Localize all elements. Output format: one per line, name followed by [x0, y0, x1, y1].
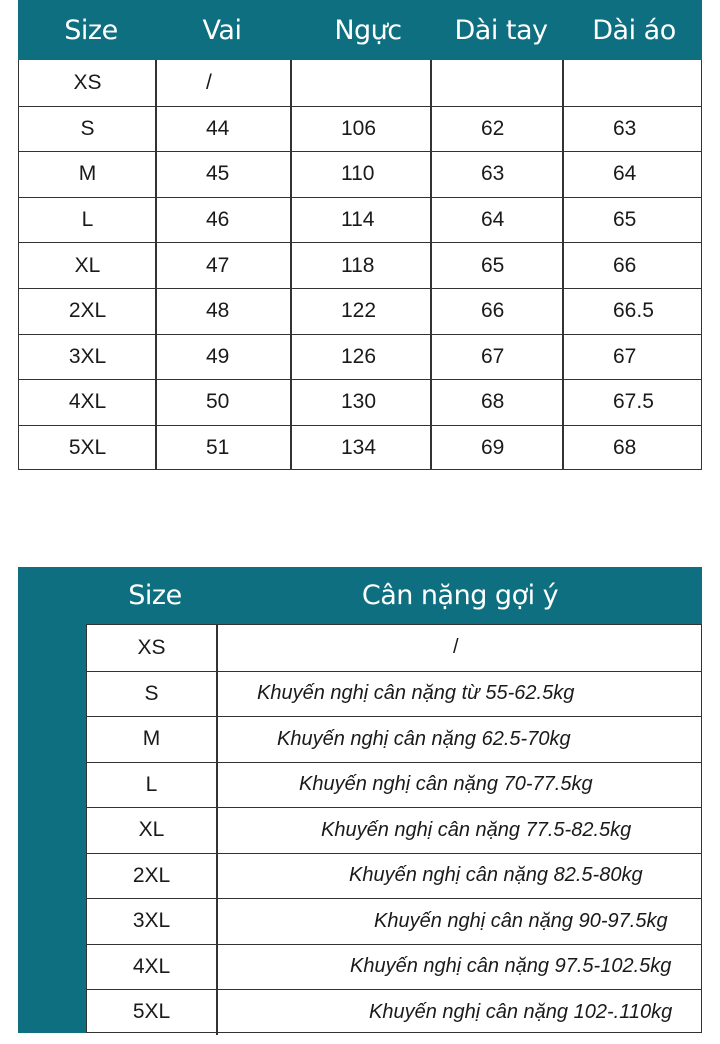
table-row: [19, 60, 701, 106]
cell-size: XL: [74, 253, 101, 277]
cell-size: 3XL: [68, 344, 107, 368]
column-divider: [216, 717, 218, 762]
table-row: [87, 944, 701, 990]
cell-vai: 49: [206, 344, 230, 368]
table-row: [87, 807, 701, 853]
table-row: [87, 716, 701, 762]
table-row: [19, 106, 701, 152]
column-divider: [216, 945, 218, 990]
column-divider: [562, 60, 564, 470]
cell-nguc: 126: [341, 344, 377, 368]
cell-dai-tay: 69: [481, 436, 505, 460]
cell-dai-ao: 67.5: [613, 390, 654, 414]
cell-size: XS: [73, 70, 102, 94]
table-row: [19, 197, 701, 243]
table-row: [19, 242, 701, 288]
cell-size: M: [78, 162, 97, 186]
table-row: [87, 671, 701, 717]
column-divider: [216, 899, 218, 944]
table-row: [87, 989, 701, 1035]
cell-size: S: [144, 681, 159, 705]
cell-size: S: [80, 116, 95, 140]
cell-dai-ao: 64: [613, 162, 637, 186]
cell-weight-suggestion: /: [453, 636, 459, 659]
cell-nguc: 114: [341, 208, 375, 232]
header-dai-tay: Dài tay: [454, 15, 548, 46]
cell-vai: /: [206, 70, 212, 94]
table-row: [19, 288, 701, 334]
cell-size: L: [81, 208, 94, 232]
cell-dai-tay: 62: [481, 116, 505, 140]
cell-size: XL: [138, 818, 165, 842]
table-row: [19, 151, 701, 197]
cell-size: 4XL: [132, 954, 171, 978]
header-vai: Vai: [202, 15, 242, 46]
weight-header-suggestion: Cân nặng gợi ý: [361, 580, 559, 611]
column-divider: [216, 672, 218, 717]
cell-dai-ao: 68: [613, 436, 637, 460]
cell-size: XS: [137, 635, 166, 659]
cell-nguc: 134: [341, 436, 377, 460]
cell-dai-tay: 66: [481, 299, 505, 323]
column-divider: [290, 60, 292, 470]
cell-dai-tay: 64: [481, 208, 505, 232]
cell-dai-ao: 66: [613, 253, 637, 277]
size-table-header: [18, 0, 702, 60]
cell-vai: 51: [206, 436, 230, 460]
weight-table-body: [86, 624, 702, 1033]
cell-vai: 46: [206, 208, 230, 232]
cell-dai-ao: 65: [613, 208, 637, 232]
table-row: [87, 898, 701, 944]
cell-weight-suggestion: Khuyến nghị cân nặng từ 55-62.5kg: [257, 682, 575, 705]
cell-dai-ao: 67: [613, 344, 637, 368]
cell-size: 4XL: [68, 390, 107, 414]
cell-dai-ao: 66.5: [613, 299, 654, 323]
cell-weight-suggestion: Khuyến nghị cân nặng 82.5-80kg: [349, 864, 643, 887]
column-divider: [216, 763, 218, 808]
column-divider: [216, 990, 218, 1035]
table-row: [87, 625, 701, 671]
cell-size: L: [145, 772, 158, 796]
cell-size: M: [142, 727, 161, 751]
cell-size: 3XL: [132, 909, 171, 933]
cell-size: 5XL: [68, 436, 107, 460]
weight-header-size: Size: [128, 580, 182, 611]
table-row: [19, 425, 701, 471]
cell-nguc: 122: [341, 299, 377, 323]
table-row: [19, 379, 701, 425]
cell-size: 2XL: [132, 863, 171, 887]
header-dai-ao: Dài áo: [592, 15, 676, 46]
cell-dai-tay: 68: [481, 390, 505, 414]
cell-size: 5XL: [132, 1000, 171, 1024]
cell-vai: 47: [206, 253, 230, 277]
table-row: [19, 334, 701, 380]
column-divider: [216, 625, 218, 671]
cell-dai-tay: 63: [481, 162, 505, 186]
cell-nguc: 110: [341, 162, 375, 186]
cell-weight-suggestion: Khuyến nghị cân nặng 102-.110kg: [369, 1000, 673, 1023]
cell-weight-suggestion: Khuyến nghị cân nặng 62.5-70kg: [277, 727, 571, 750]
cell-dai-ao: 63: [613, 116, 637, 140]
cell-weight-suggestion: Khuyến nghị cân nặng 77.5-82.5kg: [321, 818, 632, 841]
cell-weight-suggestion: Khuyến nghị cân nặng 70-77.5kg: [299, 773, 593, 796]
header-size: Size: [64, 15, 118, 46]
cell-dai-tay: 65: [481, 253, 505, 277]
column-divider: [430, 60, 432, 470]
size-table-body: [18, 60, 702, 470]
cell-vai: 50: [206, 390, 230, 414]
cell-nguc: 118: [341, 253, 375, 277]
cell-vai: 45: [206, 162, 230, 186]
cell-dai-tay: 67: [481, 344, 505, 368]
cell-vai: 44: [206, 116, 230, 140]
table-row: [87, 853, 701, 899]
column-divider: [216, 808, 218, 853]
cell-nguc: 106: [341, 116, 377, 140]
cell-weight-suggestion: Khuyến nghị cân nặng 90-97.5kg: [374, 909, 668, 932]
column-divider: [155, 60, 157, 470]
cell-vai: 48: [206, 299, 230, 323]
header-nguc: Ngực: [334, 15, 402, 46]
cell-weight-suggestion: Khuyến nghị cân nặng 97.5-102.5kg: [350, 955, 672, 978]
table-row: [87, 762, 701, 808]
column-divider: [216, 854, 218, 899]
cell-size: 2XL: [68, 299, 107, 323]
cell-nguc: 130: [341, 390, 377, 414]
